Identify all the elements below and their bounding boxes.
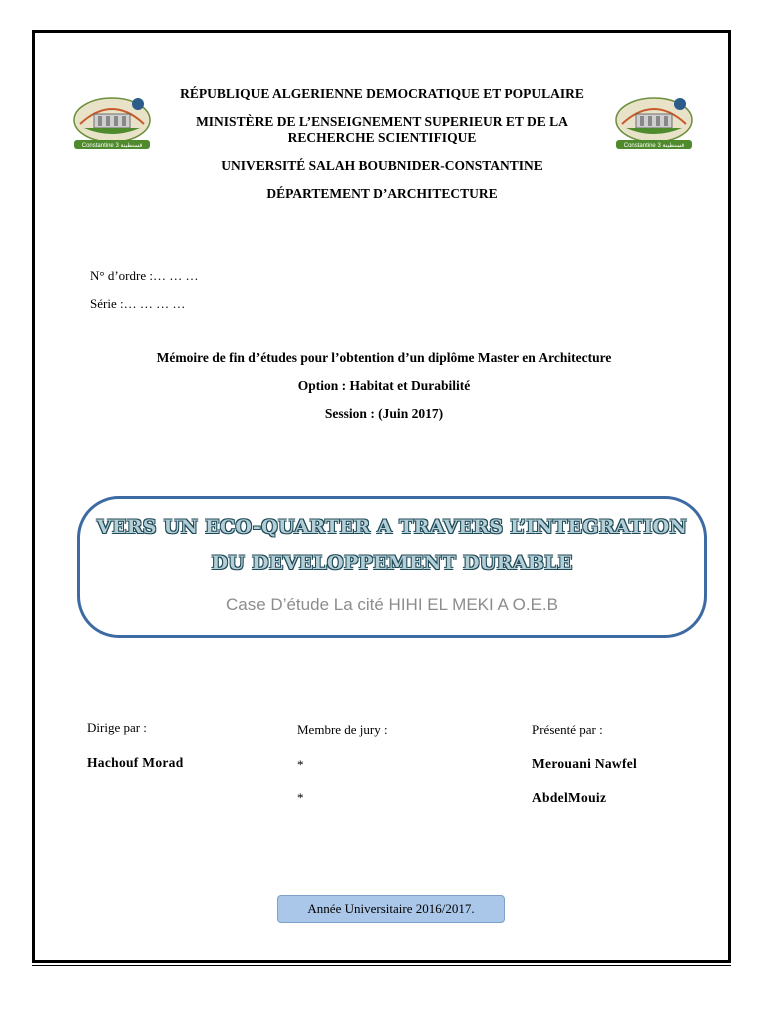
thesis-title-line-2: DU DEVELOPPEMENT DURABLE [211,552,573,574]
logo-left-text: Constantine 3 قسنطينة [81,143,143,149]
session-line: Session : (Juin 2017) [324,406,444,421]
author-name-1: Merouani Nawfel [532,756,638,771]
ministry-line-1: MINISTÈRE DE L’ENSEIGNEMENT SUPERIEUR ET DE LA [196,114,568,129]
author-name-2: AbdelMouiz [532,790,607,805]
thesis-title-line-1: VERS UN ECO-QUARTER A TRAVERS L’INTEGRATION [96,516,688,538]
thesis-title-box [77,496,707,638]
memoire-line: Mémoire de fin d’études pour l’obtention d’un diplôme Master en Architecture [156,350,612,365]
academic-year-badge: Année Universitaire 2016/2017. [277,895,505,923]
option-line: Option : Habitat et Durabilité [297,378,471,393]
department-name: DÉPARTEMENT D’ARCHITECTURE [266,186,498,201]
ministry-line-2: RECHERCHE SCIENTIFIQUE [287,130,477,145]
jury-member-1: * [297,757,304,772]
page-border-bottom [32,965,731,966]
dirige-label: Dirige par : [87,720,147,735]
logo-right-text: Constantine 3 قسنطينة [623,143,685,149]
supervisor-name: Hachouf Morad [87,755,184,770]
jury-member-2: * [297,790,304,805]
university-logo-left [70,94,154,154]
thesis-subtitle: Case D’étude La cité HIHI EL MEKI A O.E.B [226,595,558,614]
presente-label: Présenté par : [532,722,603,737]
republic-title: RÉPUBLIQUE ALGERIENNE DEMOCRATIQUE ET POPULAIRE [180,86,584,101]
university-logo-right [612,94,696,154]
jury-label: Membre de jury : [297,722,388,737]
university-name: UNIVERSITÉ SALAH BOUBNIDER-CONSTANTINE [221,158,543,173]
ordre-number: N° d’ordre :… … … [90,268,199,283]
serie-number: Série :… … … … [90,296,186,311]
